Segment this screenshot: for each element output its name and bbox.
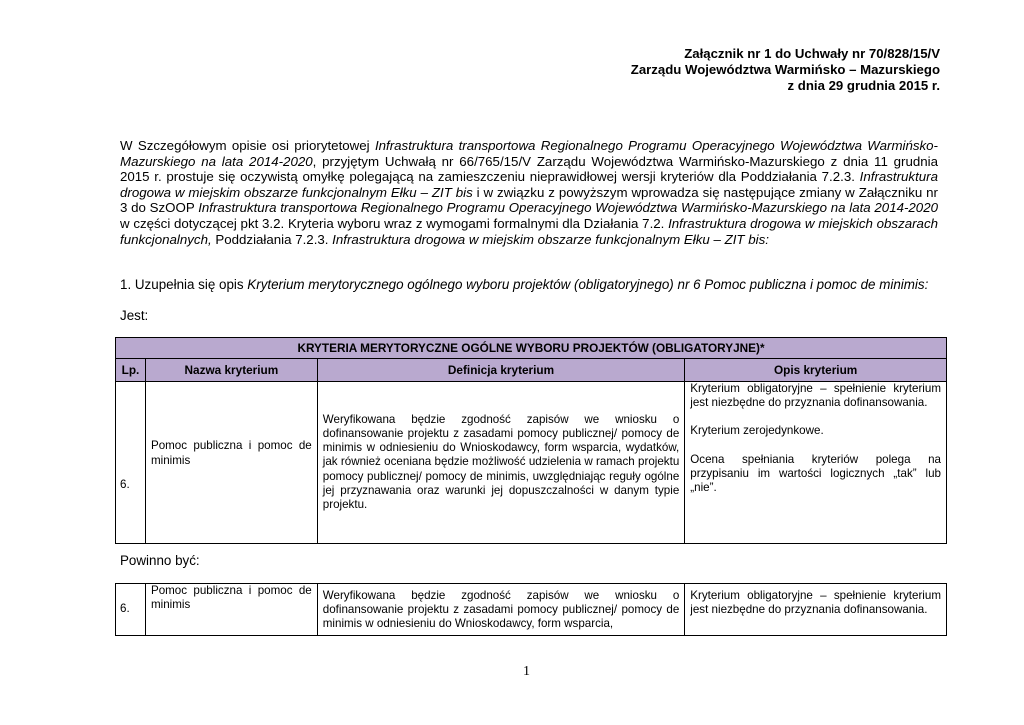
header-line-3: z dnia 29 grudnia 2015 r. (787, 78, 940, 93)
document-header (631, 46, 940, 94)
cell-description (685, 382, 947, 544)
header-line-2: Zarządu Województwa Warmińsko – Mazurskiego (630, 62, 940, 77)
cell-name: Pomoc publiczna i pomoc de minimis (145, 584, 317, 636)
table-row (116, 382, 947, 544)
intro-paragraph (120, 138, 938, 247)
intro-italic-3: Infrastruktura transportowa Regionalnego Programu Operacyjnego Województwa Warmińsko-Mazurskiego na lata 2014-2020 (198, 200, 938, 216)
intro-text-3: i w związku z powyższym wprowadza się następujące zmiany w Załączniku nr 3 do SzOOP (120, 184, 938, 216)
column-header-lp: Lp. (116, 359, 146, 382)
powinno-label: Powinno być: (120, 553, 200, 568)
cell-definition: Weryfikowana będzie zgodność zapisów we wniosku o dofinansowanie projektu z zasadami pomocy publicznej/ pomocy de minimis w odniesieniu do Wnioskodawcy, form wsparcia, (317, 584, 685, 636)
intro-italic-4: Infrastruktura drogowa w miejskich obszarach funkcjonalnych, (120, 215, 938, 247)
criteria-table-current (115, 337, 947, 544)
cell-description: Kryterium obligatoryjne – spełnienie kryterium jest niezbędne do przyznania dofinansowania. (685, 584, 947, 636)
description-part-2: Kryterium zerojedynkowe. (690, 424, 824, 438)
point-1-text: 1. Uzupełnia się opis (120, 277, 248, 292)
table-row (116, 584, 947, 636)
column-header-name: Nazwa kryterium (145, 359, 317, 382)
point-1-italic: Kryterium merytorycznego ogólnego wyboru projektów (obligatoryjnego) nr 6 Pomoc publiczna i pomoc de minimis: (247, 277, 929, 292)
jest-label: Jest: (120, 308, 149, 323)
intro-italic-1: Infrastruktura transportowa Regionalnego Programu Operacyjnego Województwa Warmińsko-Mazurskiego na lata 2014-2020 (120, 138, 938, 169)
column-header-definition: Definicja kryterium (317, 359, 685, 382)
criteria-table-corrected (115, 583, 947, 636)
point-1 (120, 277, 928, 293)
intro-text-5: Poddziałania 7.2.3. (211, 231, 333, 247)
cell-definition: Weryfikowana będzie zgodność zapisów we wniosku o dofinansowanie projektu z zasadami pomocy publicznej/ pomocy de minimis w odniesieniu do Wnioskodawcy, form wsparcia, wydatków, jak również oceniana będzie możliwość udzielenia w ramach projektu pomocy publicznej/ pomocy de minimis, uwzględniając reguły ogólne jej przyznawania oraz warunki jej dopuszczalności w danym typie projektu. (317, 382, 685, 544)
description-part-1: Kryterium obligatoryjne – spełnienie kryterium jest niezbędne do przyznania dofinansowania. (690, 382, 941, 410)
cell-lp-text: 6. (120, 478, 130, 492)
page-number: 1 (523, 664, 530, 679)
description-part-3: Ocena spełniania kryteriów polega na przypisaniu im wartości logicznych „tak” lub „nie”. (690, 452, 941, 495)
intro-italic-2: Infrastruktura drogowa w miejskim obszarze funkcjonalnym Ełku – ZIT bis (120, 169, 938, 200)
column-header-description: Opis kryterium (685, 359, 947, 382)
cell-name-text: Pomoc publiczna i pomoc de minimis (150, 439, 312, 467)
table-title: KRYTERIA MERYTORYCZNE OGÓLNE WYBORU PROJEKTÓW (OBLIGATORYJNE)* (116, 338, 947, 359)
intro-italic-5: Infrastruktura drogowa w miejskim obszarze funkcjonalnym Ełku – ZIT bis: (332, 231, 769, 247)
cell-lp: 6. (116, 584, 146, 636)
header-line-1: Załącznik nr 1 do Uchwały nr 70/828/15/V (684, 46, 940, 61)
intro-text-4: w części dotyczącej pkt 3.2. Kryteria wyboru wraz z wymogami formalnymi dla Działania 7.2. (120, 215, 669, 231)
cell-lp (116, 382, 146, 544)
cell-name (145, 382, 317, 544)
intro-text-2: , przyjętym Uchwałą nr 66/765/15/V Zarządu Województwa Warmińsko-Mazurskiego z dnia 11 grudnia 2015 r. prostuje się oczywistą omyłkę polegającą na zamieszczeniu nieprawidłowej wersji kryteriów dla Poddziałania 7.2.3. (120, 153, 939, 185)
intro-text-1: W Szczegółowym opisie osi priorytetowej (120, 138, 375, 153)
